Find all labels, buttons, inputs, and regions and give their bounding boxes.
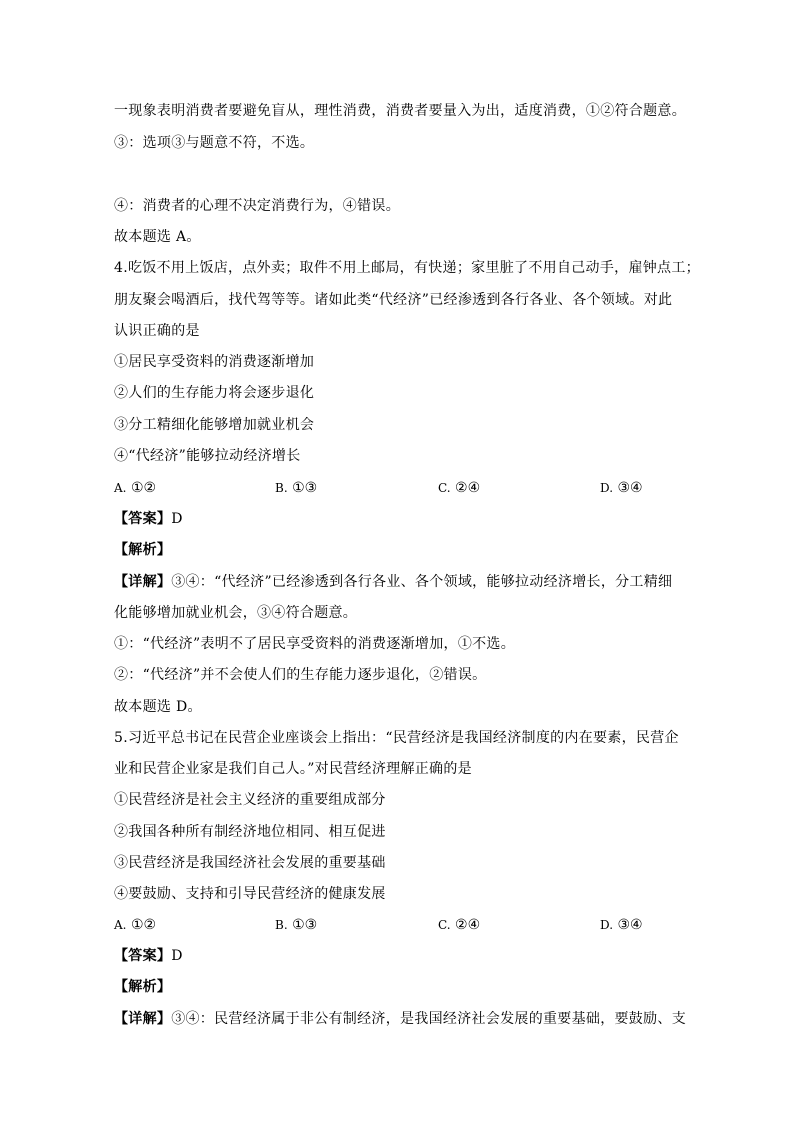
detail-text: ③④：民营经济属于非公有制经济，是我国经济社会发展的重要基础，要鼓励、支 <box>171 1011 687 1027</box>
q5-option-item: ②我国各种所有制经济地位相同、相互促进 <box>114 824 386 840</box>
prev-conclusion: 故本题选 A。 <box>114 229 201 245</box>
detail-tag: 【详解】 <box>114 574 172 590</box>
q4-conclusion: 故本题选 D。 <box>114 699 202 715</box>
q5-stem-line: 5.习近平总书记在民营企业座谈会上指出：“民营经济是我国经济制度的内在要素，民营企 <box>114 730 679 746</box>
q5-analysis-tag: 【解析】 <box>114 979 172 995</box>
answer-value: D <box>171 948 183 964</box>
q5-choice-a <box>114 915 156 935</box>
detail-tag: 【详解】 <box>114 1011 172 1027</box>
q4-answer <box>114 509 684 529</box>
prev-explanation-line: 一现象表明消费者要避免盲从，理性消费，消费者要量入为出，适度消费，①②符合题意。 <box>114 103 686 119</box>
q4-detail-line: ①：“代经济”表明不了居民享受资料的消费逐渐增加，①不选。 <box>114 636 516 652</box>
q5-option-item: ①民营经济是社会主义经济的重要组成部分 <box>114 792 386 808</box>
choice-text: ③④ <box>617 917 643 933</box>
choice-letter: B. <box>275 918 288 932</box>
q5-choice-d <box>600 915 643 935</box>
detail-text: ③④：“代经济”已经渗透到各行各业、各个领域，能够拉动经济增长，分工精细 <box>171 574 673 590</box>
choice-text: ①③ <box>292 480 318 496</box>
q4-choice-b <box>275 478 317 498</box>
choice-text: ①② <box>130 917 157 933</box>
q4-stem-line: 认识正确的是 <box>114 323 200 339</box>
choice-letter: D. <box>600 918 614 932</box>
q4-option-item: ③分工精细化能够增加就业机会 <box>114 417 315 433</box>
choice-text: ①③ <box>292 917 318 933</box>
choice-letter: C. <box>438 481 451 495</box>
prev-explanation-line: ③：选项③与题意不符，不选。 <box>114 135 315 151</box>
choice-text: ③④ <box>617 480 643 496</box>
q5-option-item: ③民营经济是我国经济社会发展的重要基础 <box>114 855 386 871</box>
answer-tag: 【答案】 <box>114 948 172 964</box>
q5-option-item: ④要鼓励、支持和引导民营经济的健康发展 <box>114 886 386 902</box>
q4-analysis-tag: 【解析】 <box>114 542 172 558</box>
answer-tag: 【答案】 <box>114 511 172 527</box>
q4-option-item: ②人们的生存能力将会逐步退化 <box>114 385 315 401</box>
answer-value: D <box>171 511 183 527</box>
q5-detail-line <box>114 1009 687 1029</box>
choice-letter: D. <box>600 481 614 495</box>
q5-answer <box>114 946 684 966</box>
q4-stem-line: 朋友聚会喝酒后，找代驾等等。诸如此类“代经济”已经渗透到各行各业、各个领域。对此 <box>114 292 673 308</box>
q4-choice-d <box>600 478 643 498</box>
prev-explanation-line: ④：消费者的心理不决定消费行为，④错误。 <box>114 198 400 214</box>
choice-letter: C. <box>438 918 451 932</box>
q4-detail-line: 化能够增加就业机会，③④符合题意。 <box>114 605 358 621</box>
q4-detail-line: ②：“代经济”并不会使人们的生存能力逐步退化，②错误。 <box>114 667 487 683</box>
choice-text: ②④ <box>455 480 481 496</box>
choice-letter: A. <box>114 918 127 932</box>
q4-choice-c <box>438 478 480 498</box>
choice-letter: A. <box>114 481 127 495</box>
q5-choice-b <box>275 915 317 935</box>
q4-detail-line <box>114 572 684 592</box>
q4-option-item: ①居民享受资料的消费逐渐增加 <box>114 354 315 370</box>
q4-stem-line: 4.吃饭不用上饭店，点外卖；取件不用上邮局，有快递；家里脏了不用自己动手，雇钟点工； <box>114 260 700 276</box>
choice-text: ②④ <box>455 917 481 933</box>
choice-text: ①② <box>130 480 157 496</box>
q5-stem-line: 业和民营企业家是我们自己人。”对民营经济理解正确的是 <box>114 761 472 777</box>
q5-choice-c <box>438 915 480 935</box>
q4-option-item: ④“代经济”能够拉动经济增长 <box>114 448 301 464</box>
q4-choice-a <box>114 478 156 498</box>
choice-letter: B. <box>275 481 288 495</box>
